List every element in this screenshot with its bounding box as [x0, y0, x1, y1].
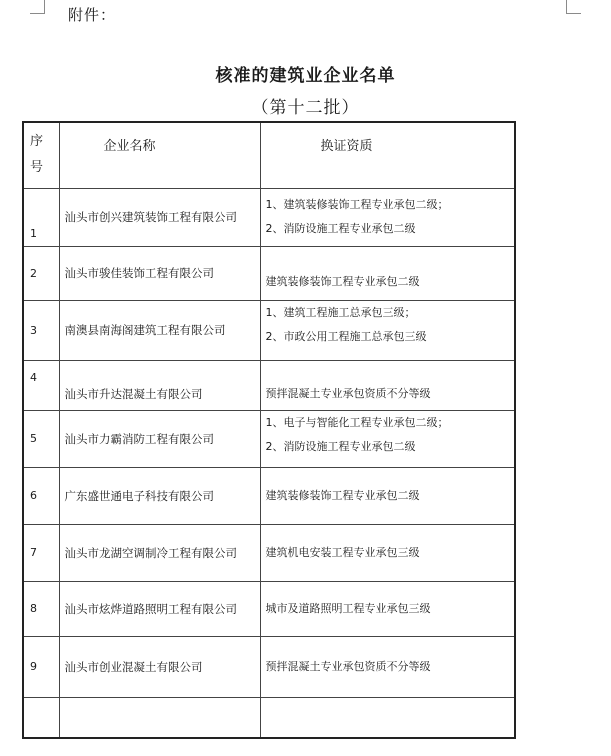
row-number: 2 — [23, 246, 59, 300]
margin-corner-mark-right — [566, 0, 581, 14]
company-name: 广东盛世通电子科技有限公司 — [59, 467, 260, 524]
qualification-line: 1、建筑工程施工总承包三级； — [265, 305, 416, 319]
qualification-line: 预拌混凝土专业承包资质不分等级 — [265, 386, 431, 400]
qualification-line: 预拌混凝土专业承包资质不分等级 — [265, 659, 431, 673]
qualification-cell — [260, 188, 515, 246]
row-number: 9 — [23, 636, 59, 697]
table-row — [23, 188, 515, 246]
qualification-cell — [260, 300, 515, 360]
row-number: 6 — [23, 467, 59, 524]
document-title: 核准的建筑业企业名单 — [215, 66, 396, 86]
qualification-line: 2、市政公用工程施工总承包三级 — [265, 329, 427, 343]
row-number: 7 — [23, 524, 59, 581]
qualification-line: 2、消防设施工程专业承包二级 — [265, 439, 416, 453]
qualification-line: 1、建筑装修装饰工程专业承包二级； — [265, 198, 449, 211]
row-number: 1 — [23, 188, 59, 246]
table-row — [23, 300, 515, 360]
column-header-number-line2: 号 — [30, 160, 44, 176]
table-header-row — [23, 122, 515, 188]
empty-cell — [23, 697, 59, 738]
attachment-label: 附件： — [68, 6, 117, 24]
table-row — [23, 246, 515, 300]
qualification-line: 1、电子与智能化工程专业承包二级； — [265, 415, 449, 429]
qualification-cell — [260, 636, 515, 697]
empty-cell — [260, 697, 515, 738]
column-header-number — [23, 122, 59, 188]
column-header-company-name: 企业名称 — [59, 122, 260, 188]
table-row — [23, 360, 515, 410]
company-name: 汕头市创兴建筑装饰工程有限公司 — [59, 188, 260, 246]
company-name: 汕头市龙湖空调制冷工程有限公司 — [59, 524, 260, 581]
company-name: 汕头市骏佳装饰工程有限公司 — [59, 246, 260, 300]
table-row — [23, 410, 515, 467]
table-row-empty — [23, 697, 515, 738]
qualification-line: 建筑装修装饰工程专业承包二级 — [265, 488, 420, 502]
row-number: 3 — [23, 300, 59, 360]
qualification-cell — [260, 360, 515, 410]
column-header-number-line1: 序 — [30, 134, 44, 150]
qualification-line: 建筑机电安装工程专业承包三级 — [265, 545, 420, 559]
table-row — [23, 581, 515, 636]
company-name: 汕头市炫烨道路照明工程有限公司 — [59, 581, 260, 636]
company-name: 汕头市升达混凝土有限公司 — [59, 360, 260, 410]
company-table — [22, 121, 516, 739]
table-row — [23, 467, 515, 524]
company-name: 汕头市创业混凝土有限公司 — [59, 636, 260, 697]
qualification-cell — [260, 581, 515, 636]
row-number: 8 — [23, 581, 59, 636]
row-number: 5 — [23, 410, 59, 467]
qualification-cell — [260, 524, 515, 581]
qualification-line: 城市及道路照明工程专业承包三级 — [265, 601, 431, 615]
qualification-cell — [260, 467, 515, 524]
qualification-line: 2、消防设施工程专业承包二级 — [265, 222, 416, 235]
document-subtitle: （第十二批） — [251, 98, 360, 118]
column-header-qualification: 换证资质 — [260, 122, 515, 188]
qualification-cell — [260, 410, 515, 467]
row-number: 4 — [23, 360, 59, 410]
margin-corner-mark-left — [30, 0, 45, 14]
company-name: 南澳县南海阁建筑工程有限公司 — [59, 300, 260, 360]
table-row — [23, 524, 515, 581]
qualification-cell — [260, 246, 515, 300]
company-name: 汕头市力霸消防工程有限公司 — [59, 410, 260, 467]
table-row — [23, 636, 515, 697]
empty-cell — [59, 697, 260, 738]
qualification-line: 建筑装修装饰工程专业承包二级 — [265, 274, 420, 288]
